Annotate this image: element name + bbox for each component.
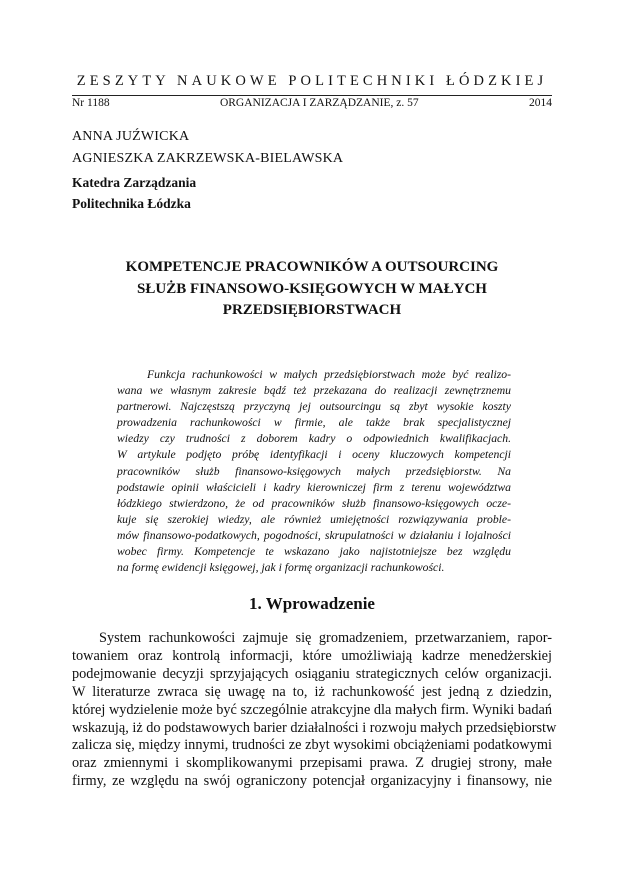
abstract-line: kuje się szerokiej wiedzy, ale również umiejętności rozwiązywania proble- (117, 512, 511, 526)
author-list (72, 126, 343, 170)
affiliation (72, 173, 196, 214)
abstract-line: wiedzy czy trudności z doborem kadry o odpowiednich kwalifikacjach. (117, 432, 511, 446)
article-title (72, 257, 552, 322)
issue-number: Nr 1188 (72, 97, 110, 109)
abstract-line: pracowników służb finansowo-księgowych małych przedsiębiorstw. Na (117, 464, 511, 478)
author-name: ANNA JUŹWICKA (72, 129, 190, 144)
journal-series: ORGANIZACJA I ZARZĄDZANIE, z. 57 (219, 97, 419, 109)
body-line: oraz zmiennymi i skomplikowanymi przepisami prawa. Z drugiej strony, małe (72, 755, 552, 772)
author-name: AGNIESZKA ZAKRZEWSKA-BIELAWSKA (72, 151, 344, 166)
abstract (117, 367, 511, 576)
issue-info-row (72, 95, 552, 113)
title-line: KOMPETENCJE PRACOWNIKÓW A OUTSOURCING (125, 259, 499, 275)
abstract-line: prowadzenia rachunkowości w firmie, ale także brak specjalistycznej (117, 416, 511, 430)
abstract-line: podstawie opinii właścicieli i kadry kierowniczej firm z terenu województwa (117, 480, 511, 494)
body-line: zalicza się, między innymi, trudności ze zbyt wysokimi obciążeniami podatkowymi (72, 737, 552, 754)
abstract-line: na formę ewidencji księgowej, jak i formę organizacji rachunkowości. (117, 561, 445, 575)
body-text (72, 630, 557, 791)
affiliation-department: Katedra Zarządzania (72, 175, 197, 190)
issue-year: 2014 (529, 97, 552, 109)
abstract-line: Funkcja rachunkowości w małych przedsiębiorstwach może być realizo- (147, 368, 511, 381)
abstract-line: wana we własnym zakresie bądź też przekazana do realizacji zewnętrznemu (117, 384, 511, 398)
body-line: wskazują, iż do podstawowych barier działalności i rozwoju małych przedsiębiorstw (72, 719, 557, 736)
body-line: podejmowanie decyzji sprzyjających osiąganiu strategicznych celów organizacji. (72, 665, 552, 682)
abstract-line: wobec firmy. Kompetencje te wskazano jako najistotniejsze bez względu (117, 545, 511, 559)
body-line: firmy, ze względu na swój ograniczony potencjał organizacyjny i finansowy, nie (72, 773, 552, 790)
title-line: PRZEDSIĘBIORSTWACH (222, 302, 402, 318)
abstract-line: mów finansowo-podatkowych, pogodności, skrupulatności w działaniu i lojalności (117, 528, 511, 542)
body-line: której wydzielenie może być szczególnie atrakcyjne dla małych firm. Wyniki badań (72, 701, 552, 718)
body-line: towaniem oraz kontrolą informacji, które umożliwiają kadrze menedżerskiej (72, 647, 552, 664)
body-line: W literaturze zwraca się uwagę na to, iż rachunkowość jest jedną z dziedzin, (72, 683, 552, 700)
journal-title: ZESZYTY NAUKOWE POLITECHNIKI ŁÓDZKIEJ (76, 73, 548, 89)
abstract-line: W artykule podjęto próbę identyfikacji i oceny kluczowych kompetencji (117, 448, 511, 462)
section-heading: 1. Wprowadzenie (249, 594, 375, 613)
abstract-line: partnerowi. Najczęstszą przyczyną jej outsourcingu są zbyt wysokie koszty (117, 400, 511, 414)
affiliation-university: Politechnika Łódzka (72, 195, 191, 211)
body-line: System rachunkowości zajmuje się gromadzeniem, przetwarzaniem, rapor- (99, 630, 552, 646)
title-line: SŁUŻB FINANSOWO-KSIĘGOWYCH W MAŁYCH (137, 280, 487, 297)
abstract-line: łódzkiego stwierdzono, że od pracowników służb finansowo-księgowych ocze- (117, 496, 511, 510)
